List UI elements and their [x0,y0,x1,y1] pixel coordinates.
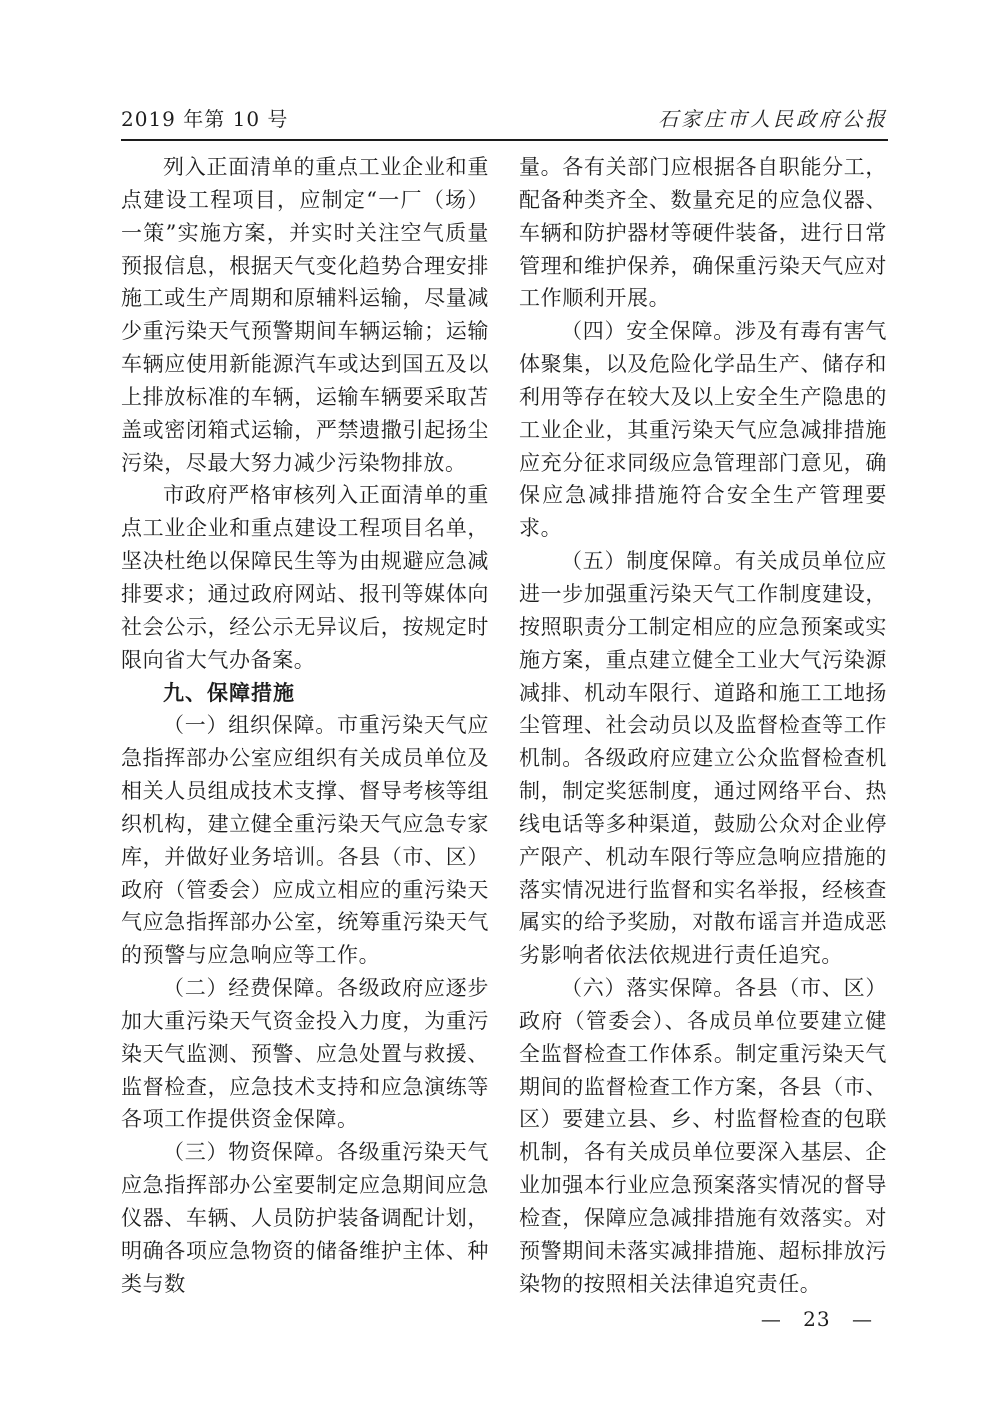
paragraph: （一）组织保障。市重污染天气应急指挥部办公室应组织有关成员单位及相关人员组成技术支撑、督导考核等组织机构，建立健全重污染天气应急专家库，并做好业务培训。各县（市、区）政府（管委会）应成立相应的重污染天气应急指挥部办公室，统筹重污染天气的预警与应急响应等工作。 [121,713,489,968]
paragraph: （二）经费保障。各级政府应逐步加大重污染天气资金投入力度，为重污染天气监测、预警、应急处置与救援、监督检查，应急技术支持和应急演练等各项工作提供资金保障。 [121,976,489,1132]
document-body [121,151,888,1331]
paragraph: 列入正面清单的重点工业企业和重点建设工程项目，应制定“一厂（场）一策”实施方案，并实时关注空气质量预报信息，根据天气变化趋势合理安排施工或生产周期和原辅料运输，尽量减少重污染天气预警期间车辆运输；运输车辆应使用新能源汽车或达到国五及以上排放标准的车辆，运输车辆要采取苫盖或密闭箱式运输，严禁遗撒引起扬尘污染，尽最大努力减少污染物排放。 [121,155,489,475]
paragraph-continuation: 量。各有关部门应根据各自职能分工，配备种类齐全、数量充足的应急仪器、车辆和防护器材等硬件装备，进行日常管理和维护保养，确保重污染天气应对工作顺利开展。 [519,155,887,311]
right-column [519,151,887,1331]
left-column [121,151,489,1331]
page-number: — 23 — [760,1306,873,1331]
section-heading: 九、保障措施 [163,680,295,705]
paragraph: （三）物资保障。各级重污染天气应急指挥部办公室要制定应急期间应急仪器、车辆、人员防护装备调配计划，明确各项应急物资的储备维护主体、种类与数 [121,1140,489,1296]
publication-title: 石家庄市人民政府公报 [658,107,888,131]
paragraph: （四）安全保障。涉及有毒有害气体聚集，以及危险化学品生产、储存和利用等存在较大及以上安全生产隐患的工业企业，其重污染天气应急减排措施应充分征求同级应急管理部门意见，确保应急减排措施符合安全生产管理要求。 [519,319,887,541]
header-divider-rule [121,139,888,141]
paragraph: （六）落实保障。各县（市、区）政府（管委会）、各成员单位要建立健全监督检查工作体系。制定重污染天气期间的监督检查工作方案，各县（市、区）要建立县、乡、村监督检查的包联机制，各有关成员单位要深入基层、企业加强本行业应急预案落实情况的督导检查，保障应急减排措施有效落实。对预警期间未落实减排措施、超标排放污染物的按照相关法律追究责任。 [519,976,887,1296]
paragraph: （五）制度保障。有关成员单位应进一步加强重污染天气工作制度建设，按照职责分工制定相应的应急预案或实施方案，重点建立健全工业大气污染源减排、机动车限行、道路和施工工地扬尘管理、社会动员以及监督检查等工作机制。各级政府应建立公众监督检查机制，制定奖惩制度，通过网络平台、热线电话等多种渠道，鼓励公众对企业停产限产、机动车限行等应急响应措施的落实情况进行监督和实名举报，经核查属实的给予奖励，对散布谣言并造成恶劣影响者依法依规进行责任追究。 [519,549,887,968]
issue-number: 2019 年第 10 号 [121,107,289,131]
paragraph: 市政府严格审核列入正面清单的重点工业企业和重点建设工程项目名单，坚决杜绝以保障民生等为由规避应急减排要求；通过政府网站、报刊等媒体向社会公示，经公示无异议后，按规定时限向省大气办备案。 [121,483,489,672]
page-header [121,103,888,132]
